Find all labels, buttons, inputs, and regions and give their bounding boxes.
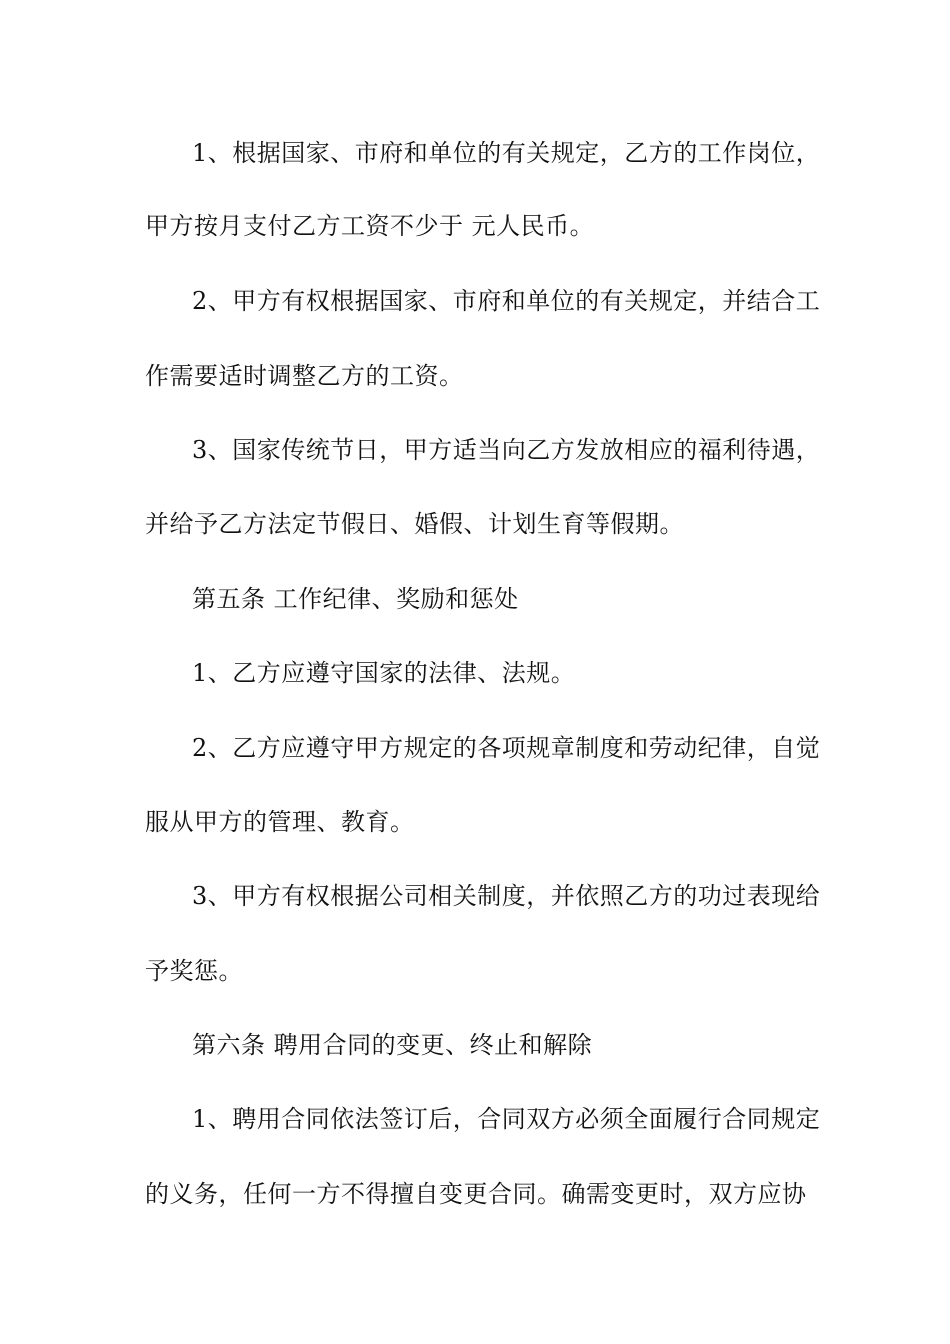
paragraph-line: 的义务，任何一方不得擅自变更合同。确需变更时，双方应协 (145, 1180, 807, 1208)
paragraph-line: 并给予乙方法定节假日、婚假、计划生育等假期。 (145, 510, 684, 538)
paragraph-line: 1、根据国家、市府和单位的有关规定，乙方的工作岗位， (192, 139, 821, 167)
paragraph-line: 2、乙方应遵守甲方规定的各项规章制度和劳动纪律，自觉 (192, 734, 821, 762)
paragraph-line: 服从甲方的管理、教育。 (145, 808, 415, 836)
paragraph-line: 予奖惩。 (145, 957, 243, 985)
paragraph-line: 甲方按月支付乙方工资不少于 元人民币。 (145, 212, 595, 240)
paragraph-line: 1、聘用合同依法签订后，合同双方必须全面履行合同规定 (192, 1105, 821, 1133)
section-heading: 第六条 聘用合同的变更、终止和解除 (192, 1031, 593, 1059)
paragraph-line: 3、甲方有权根据公司相关制度，并依照乙方的功过表现给 (192, 882, 821, 910)
section-heading: 第五条 工作纪律、奖励和惩处 (192, 585, 519, 613)
paragraph-line: 3、国家传统节日，甲方适当向乙方发放相应的福利待遇， (192, 436, 821, 464)
paragraph-line: 作需要适时调整乙方的工资。 (145, 362, 464, 390)
paragraph-line: 2、甲方有权根据国家、市府和单位的有关规定，并结合工 (192, 287, 821, 315)
paragraph-line: 1、乙方应遵守国家的法律、法规。 (192, 659, 576, 687)
